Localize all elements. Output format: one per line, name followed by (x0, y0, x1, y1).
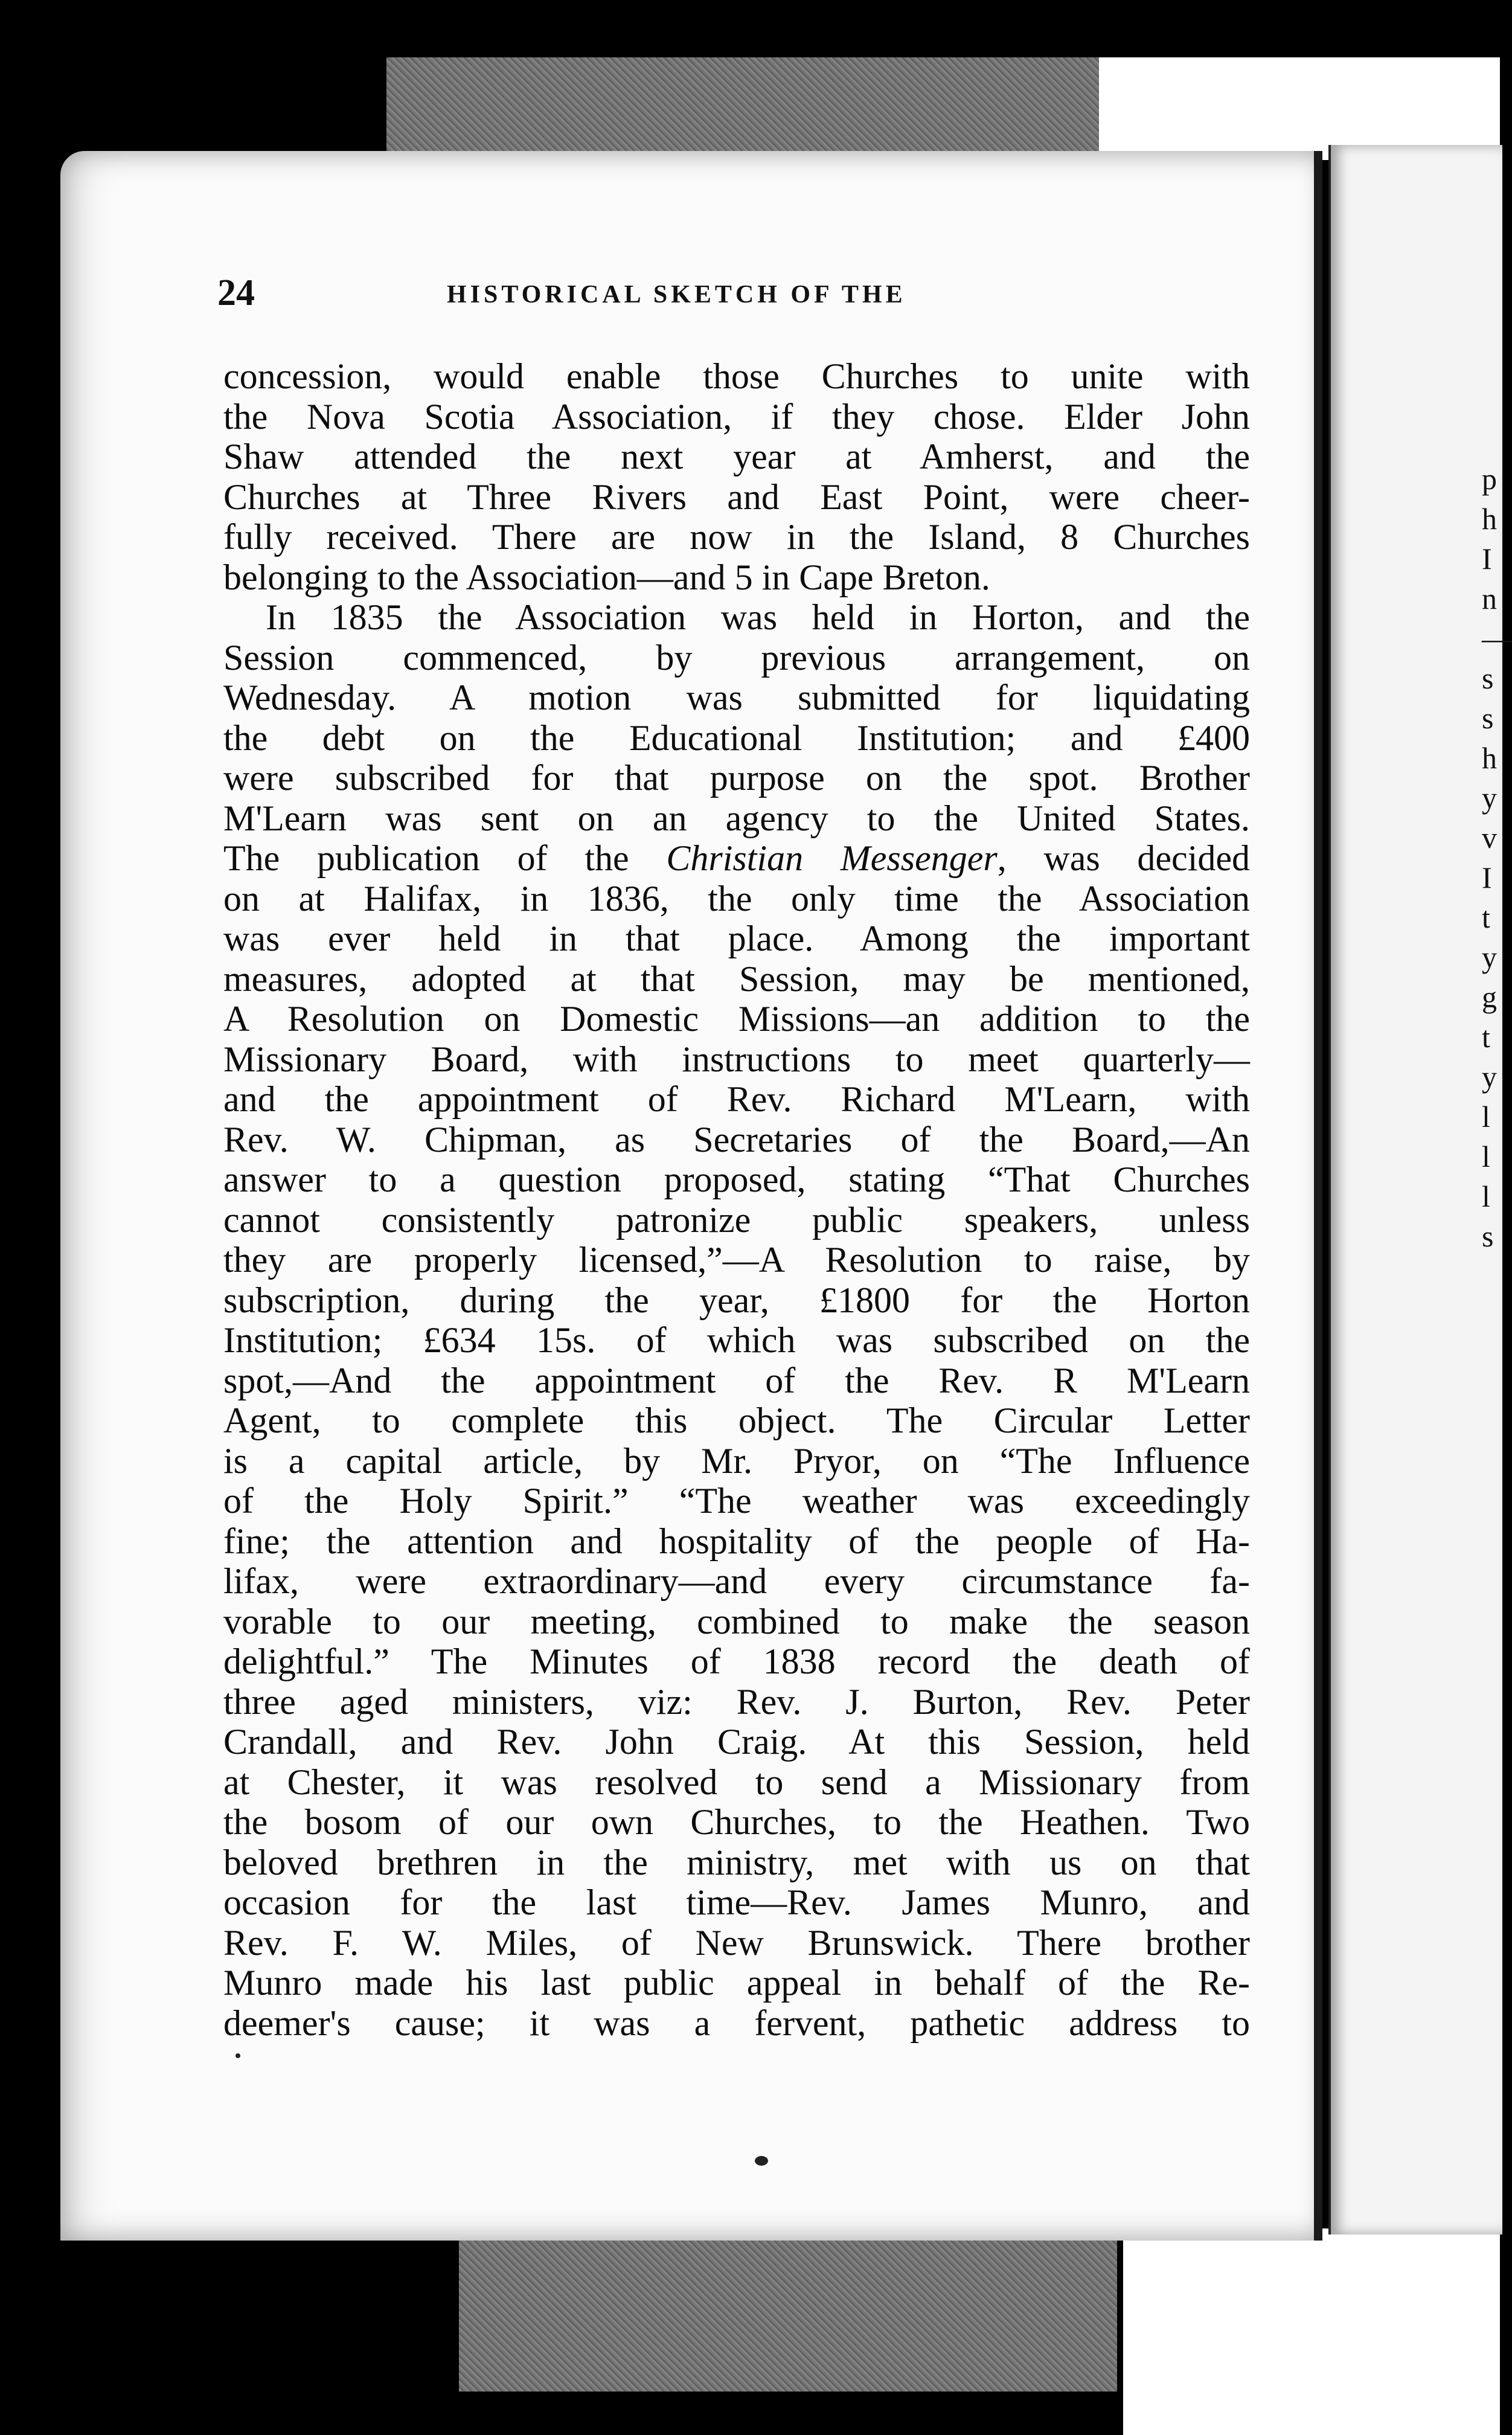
running-head-title: HISTORICAL SKETCH OF THE (447, 281, 906, 309)
text-line: they are properly licensed,”—A Resolution to raise, by (223, 1240, 1250, 1280)
text-line: Wednesday. A motion was submitted for liquidating (223, 678, 1250, 717)
text-line: is a capital article, by Mr. Pryor, on “The Influence (223, 1440, 1250, 1481)
text-line: delightful.” The Minutes of 1838 record the death of (223, 1641, 1250, 1681)
text-line: belonging to the Association—and 5 in Cape Breton. (223, 557, 990, 597)
text-line: measures, adopted at that Session, may be mentioned, (223, 958, 1250, 999)
text-line: Rev. F. W. Miles, of New Brunswick. There brother (223, 1922, 1250, 1963)
text-line: A Resolution on Domestic Missions—an addition to the (223, 999, 1250, 1039)
text-line: Munro made his last public appeal in behalf of the Re- (223, 1963, 1250, 2003)
text-line: Rev. W. Chipman, as Secretaries of the Board,—An (223, 1119, 1250, 1160)
text-line: on at Halifax, in 1836, the only time the Association (223, 878, 1250, 919)
body-text (223, 356, 1250, 2043)
page-number: 24 (217, 272, 255, 313)
text-line: the bosom of our own Churches, to the Heathen. Two (223, 1802, 1250, 1842)
text-line: fully received. There are now in the Island, 8 Churches (223, 517, 1250, 557)
text-line: the Nova Scotia Association, if they chose. Elder John (223, 396, 1250, 437)
text-line: three aged ministers, viz: Rev. J. Burton, Rev. Peter (223, 1681, 1250, 1722)
text-line: and the appointment of Rev. Richard M'Learn, with (223, 1079, 1250, 1119)
text-line: Crandall, and Rev. John Craig. At this Session, held (223, 1722, 1250, 1762)
text-line: fine; the attention and hospitality of the people of Ha- (223, 1521, 1250, 1561)
text-line: the debt on the Educational Institution; and £400 (223, 717, 1250, 758)
text-line: was ever held in that place. Among the important (223, 919, 1250, 958)
text-line: vorable to our meeting, combined to make the season (223, 1601, 1250, 1641)
scan-background-bottom-right (1123, 2228, 1500, 2435)
ink-speck (235, 2053, 240, 2058)
scan-background-top (386, 57, 1105, 154)
text-line: M'Learn was sent on an agency to the United States. (223, 798, 1250, 838)
text-line: spot,—And the appointment of the Rev. R M'Learn (223, 1360, 1250, 1400)
text-line: deemer's cause; it was a fervent, pathetic address to (223, 2003, 1250, 2043)
next-page-fragment: p h I n — s s h y v I t y g t y l l l s (1482, 462, 1512, 1253)
text-line: Shaw attended the next year at Amherst, and the (223, 437, 1250, 476)
text-segment: , was decided (997, 838, 1250, 878)
text-line: at Chester, it was resolved to send a Missionary from (223, 1762, 1250, 1802)
ink-speck (755, 2156, 768, 2166)
text-line: of the Holy Spirit.” “The weather was exceedingly (223, 1481, 1250, 1521)
text-line: answer to a question proposed, stating “That Churches (223, 1160, 1250, 1199)
text-line: Missionary Board, with instructions to meet quarterly— (223, 1039, 1250, 1079)
text-line: were subscribed for that purpose on the spot. Brother (223, 758, 1250, 798)
book-page (60, 151, 1322, 2241)
text-line: beloved brethren in the ministry, met with us on that (223, 1842, 1250, 1882)
text-line: occasion for the last time—Rev. James Munro, and (223, 1882, 1250, 1922)
text-line: subscription, during the year, £1800 for the Horton (223, 1280, 1250, 1320)
publication-title: Christian Messenger (666, 838, 998, 878)
scan-background-bottom (459, 2234, 1117, 2392)
text-line-with-title (223, 838, 1250, 879)
text-line: cannot consistently patronize public speakers, unless (223, 1199, 1250, 1240)
text-line: Churches at Three Rivers and East Point, were cheer- (223, 476, 1250, 517)
text-line: concession, would enable those Churches to unite with (223, 356, 1250, 396)
text-line: lifax, were extraordinary—and every circumstance fa- (223, 1561, 1250, 1601)
paragraph-start-line: In 1835 the Association was held in Horton, and the (266, 597, 1250, 637)
text-line: Institution; £634 15s. of which was subscribed on the (223, 1320, 1250, 1360)
next-page-edge (1328, 145, 1512, 2234)
text-line: Agent, to complete this object. The Circular Letter (223, 1400, 1250, 1440)
text-line: Session commenced, by previous arrangement, on (223, 637, 1250, 678)
text-segment: The publication of the (223, 838, 667, 878)
running-head (217, 272, 1256, 320)
